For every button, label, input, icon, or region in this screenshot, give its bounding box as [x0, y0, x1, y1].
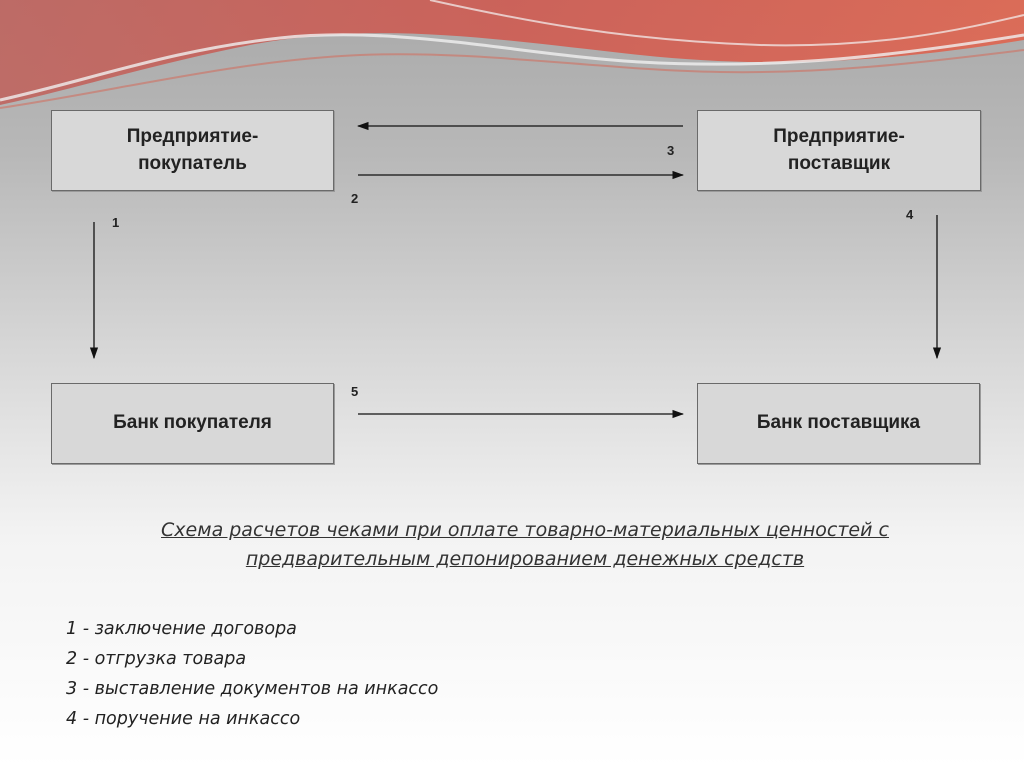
legend-item: 4 - поручение на инкассо	[66, 709, 301, 729]
legend-item: 3 - выставление документов на инкассо	[66, 679, 439, 699]
caption-line-1: Схема расчетов чеками при оплате товарно-материальных ценностей с	[161, 519, 889, 541]
supplier-bank-box: Банк поставщика	[697, 383, 980, 464]
arrow-number-3: 3	[667, 143, 675, 158]
buyer-enterprise-box: Предприятие- покупатель	[51, 110, 334, 191]
arrow-number-4: 4	[906, 207, 914, 222]
buyer-bank-box: Банк покупателя	[51, 383, 334, 464]
legend-list	[66, 614, 438, 734]
arrow-number-2: 2	[351, 191, 359, 206]
caption-line-2: предварительным депонированием денежных средств	[245, 548, 805, 570]
supplier-enterprise-box: Предприятие- поставщик	[697, 110, 981, 191]
arrow-number-1: 1	[112, 215, 120, 230]
diagram-caption	[40, 516, 1010, 574]
legend-item: 2 - отгрузка товара	[66, 649, 247, 669]
legend-item: 1 - заключение договора	[66, 619, 297, 639]
arrow-number-5: 5	[351, 384, 359, 399]
